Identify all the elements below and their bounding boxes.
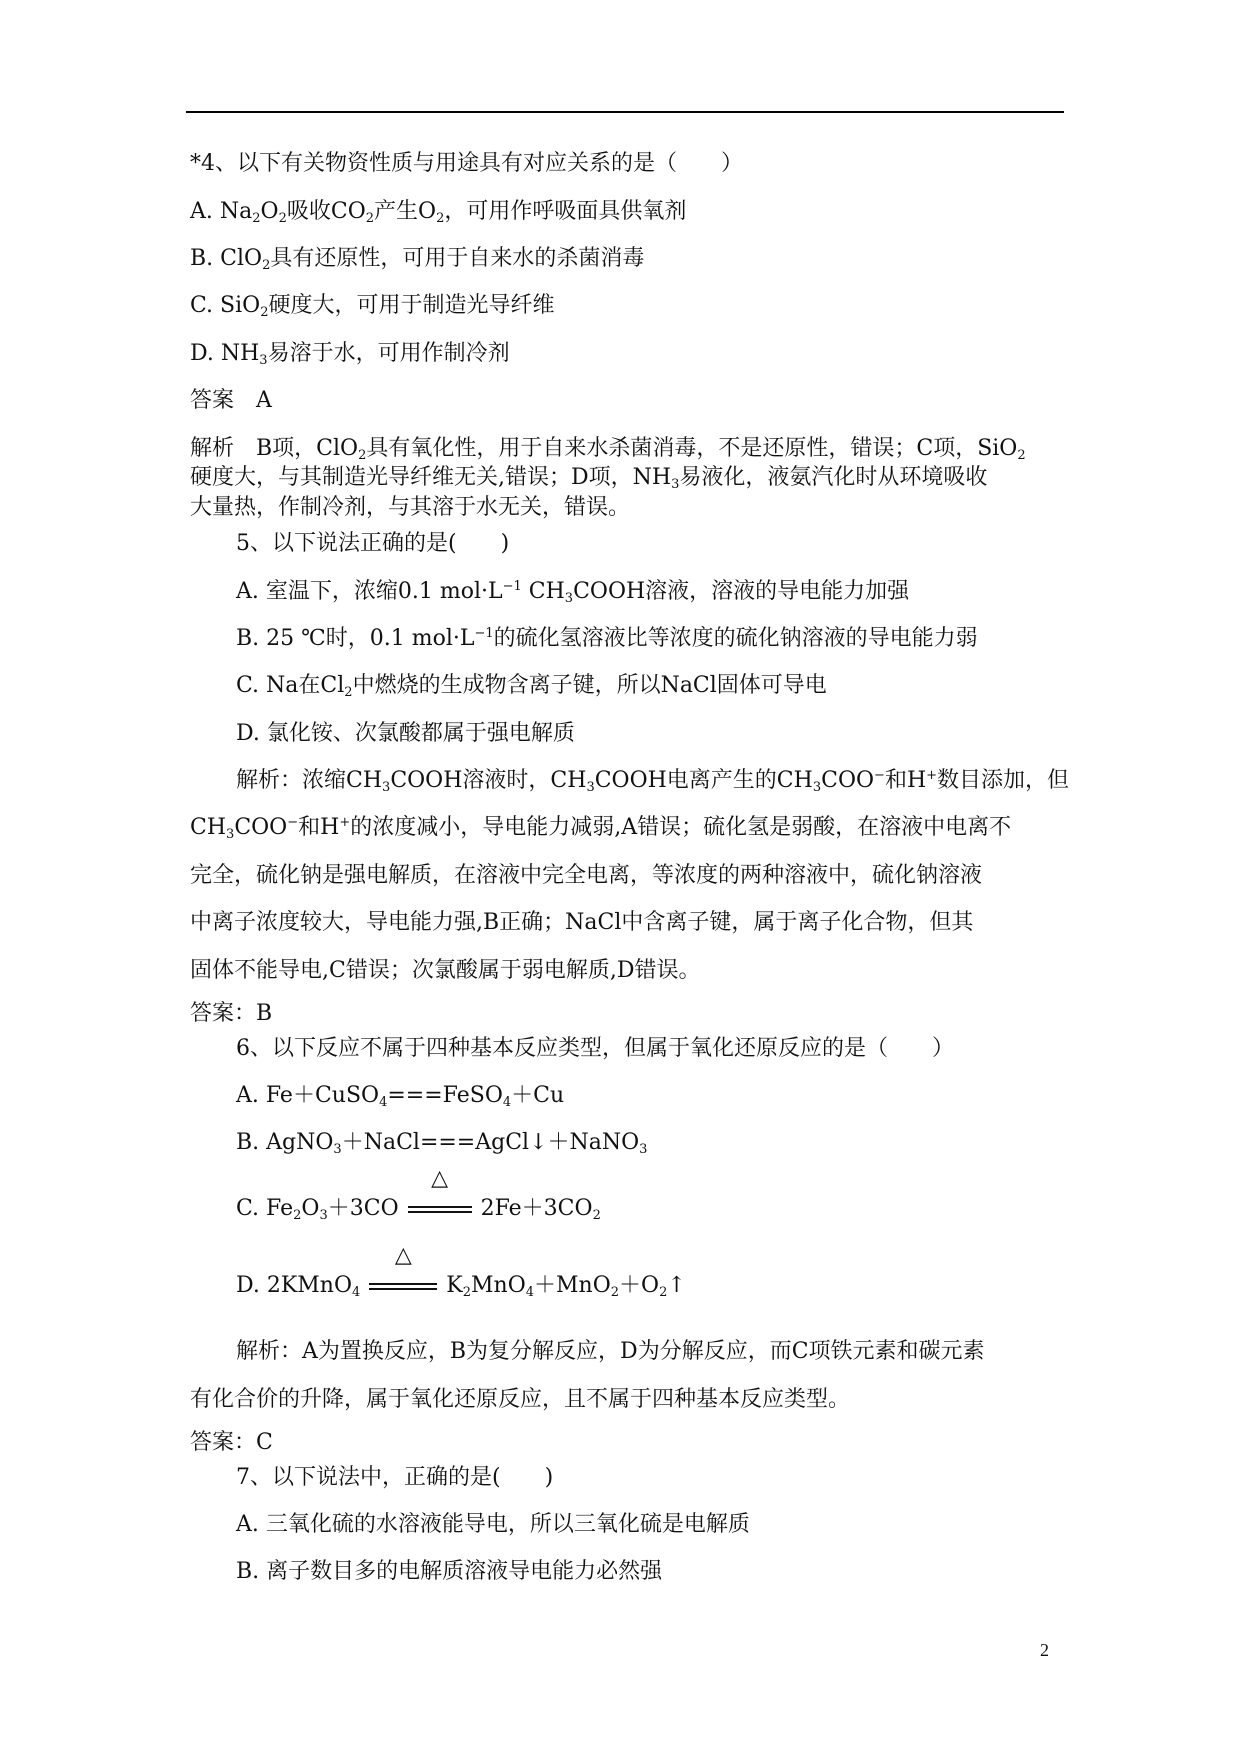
q4-analysis-line-1: 解析 B项，ClO$_2$具有氧化性，用于自来水杀菌消毒，不是还原性，错误；C项，SiO$_2$	[190, 436, 1026, 463]
q6-stem: 6、以下反应不属于四种基本反应类型，但属于氧化还原反应的是（ ）	[236, 1036, 954, 1061]
q5-option-b: B. 25 ℃时，0.1 $mol\cdot L^{-1}$的硫化氢溶液比等浓度的硫化钠溶液的导电能力弱	[236, 626, 978, 651]
delta-symbol: △	[431, 1166, 449, 1191]
q6-option-c: C. $Fe_2O_3+3CO$ △ $2Fe+3CO_2$	[236, 1166, 601, 1223]
q6-option-a: A. Fe＋CuSO$_4$===FeSO$_4$＋Cu	[236, 1083, 565, 1110]
q5-answer: 答案：B	[190, 1001, 273, 1026]
page-number: 2	[1040, 1640, 1049, 1660]
q5-analysis-line-2: $CH_3COO^-$和H+的浓度减小，导电能力减弱,A错误；硫化氢是弱酸，在溶液中电离不	[190, 815, 1012, 842]
q5-analysis-line-1: 解析：浓缩$CH_3COOH$溶液时，$CH_3COOH$电离产生的$CH_3COO^-$和H+数目添加，但	[236, 768, 1070, 795]
q4-option-a: A. $Na_2O_2$吸收$CO_2$产生$O_2$，可用作呼吸面具供氧剂	[190, 199, 687, 226]
q4-stem: *4、以下有关物资性质与用途具有对应关系的是（ ）	[190, 151, 743, 176]
q6-option-d: D. 2KMnO$_4$ △ $K_2MnO_4+MnO_2+O_2↑$	[236, 1243, 686, 1300]
q4-answer: 答案 A	[190, 388, 272, 413]
q6-analysis-line-2: 有化合价的升降，属于氧化还原反应，且不属于四种基本反应类型。	[190, 1387, 851, 1412]
delta-symbol: △	[394, 1243, 412, 1268]
q4-analysis-line-3: 大量热，作制冷剂，与其溶于水无关，错误。	[190, 495, 631, 520]
q7-stem: 7、以下说法中，正确的是( )	[236, 1465, 554, 1490]
q5-analysis-line-3: 完全，硫化钠是强电解质，在溶液中完全电离，等浓度的两种溶液中，硫化钠溶液	[190, 863, 983, 888]
q6-analysis-line-1: 解析：A为置换反应，B为复分解反应，D为分解反应，而C项铁元素和碳元素	[236, 1339, 985, 1364]
q5-analysis-line-4: 中离子浓度较大，导电能力强,B正确；NaCl中含离子键，属于离子化合物，但其	[190, 910, 974, 935]
q6-answer: 答案：C	[190, 1430, 273, 1455]
heating-condition	[367, 1243, 439, 1300]
q7-option-b: B. 离子数目多的电解质溶液导电能力必然强	[236, 1559, 663, 1584]
q4-option-c: C. SiO$_2$硬度大，可用于制造光导纤维	[190, 293, 555, 320]
q5-option-c: C. Na在$Cl_2$中燃烧的生成物含离子键，所以NaCl固体可导电	[236, 673, 827, 700]
q4-option-d: D. $NH_3$易溶于水，可用作制冷剂	[190, 341, 510, 368]
q6-option-b: B. AgNO$_3$＋NaCl===AgCl↓＋NaNO$_3$	[236, 1130, 648, 1157]
q5-stem: 5、以下说法正确的是( )	[236, 531, 510, 556]
heating-condition	[406, 1166, 474, 1223]
q5-analysis-line-5: 固体不能导电,C错误；次氯酸属于弱电解质,D错误。	[190, 958, 701, 983]
q4-analysis-line-2: 硬度大，与其制造光导纤维无关,错误；D项，$NH_3$易液化，液氨汽化时从环境吸收	[190, 465, 988, 492]
q5-option-a: A. 室温下，浓缩0.1 $mol\cdot L^{-1}$ $CH_3COOH$溶液，溶液的导电能力加强	[236, 579, 910, 606]
header-rule	[186, 111, 1064, 113]
q7-option-a: A. 三氧化硫的水溶液能导电，所以三氧化硫是电解质	[236, 1512, 750, 1537]
q4-option-b: B. ClO$_2$具有还原性，可用于自来水的杀菌消毒	[190, 246, 645, 273]
q5-option-d: D. 氯化铵、次氯酸都属于强电解质	[236, 721, 575, 746]
